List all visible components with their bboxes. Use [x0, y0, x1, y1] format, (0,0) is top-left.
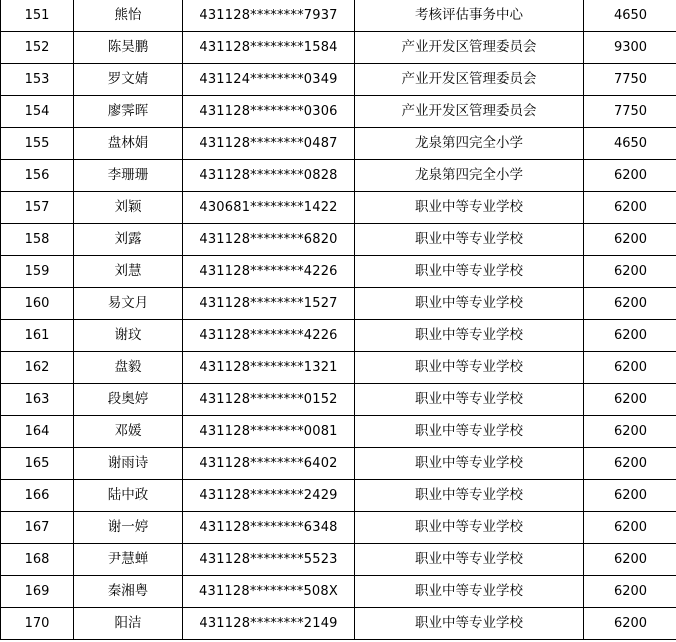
amount-cell[interactable]: 6200 — [584, 480, 676, 512]
organization-cell[interactable]: 产业开发区管理委员会 — [355, 64, 584, 96]
organization-cell[interactable]: 产业开发区管理委员会 — [355, 32, 584, 64]
organization-cell[interactable]: 职业中等专业学校 — [355, 448, 584, 480]
amount-cell[interactable]: 7750 — [584, 96, 676, 128]
name-cell[interactable]: 谢雨诗 — [74, 448, 183, 480]
amount-cell[interactable]: 6200 — [584, 160, 676, 192]
amount-cell[interactable]: 6200 — [584, 544, 676, 576]
amount-cell[interactable]: 4650 — [584, 0, 676, 32]
name-cell[interactable]: 陈昊鹏 — [74, 32, 183, 64]
amount-cell[interactable]: 6200 — [584, 192, 676, 224]
row-number-cell[interactable]: 157 — [1, 192, 74, 224]
id-number-cell[interactable]: 430681********1422 — [183, 192, 355, 224]
row-number-cell[interactable]: 153 — [1, 64, 74, 96]
table-row — [1, 160, 676, 192]
table-row — [1, 416, 676, 448]
amount-cell[interactable]: 6200 — [584, 608, 676, 640]
row-number-cell[interactable]: 165 — [1, 448, 74, 480]
id-number-cell[interactable]: 431128********0828 — [183, 160, 355, 192]
organization-cell[interactable]: 职业中等专业学校 — [355, 480, 584, 512]
table-row — [1, 64, 676, 96]
amount-cell[interactable]: 6200 — [584, 384, 676, 416]
table-row — [1, 480, 676, 512]
id-number-cell[interactable]: 431128********1321 — [183, 352, 355, 384]
table-row — [1, 96, 676, 128]
name-cell[interactable]: 易文月 — [74, 288, 183, 320]
table-row — [1, 320, 676, 352]
id-number-cell[interactable]: 431128********4226 — [183, 320, 355, 352]
organization-cell[interactable]: 职业中等专业学校 — [355, 256, 584, 288]
name-cell[interactable]: 刘慧 — [74, 256, 183, 288]
id-number-cell[interactable]: 431128********2429 — [183, 480, 355, 512]
name-cell[interactable]: 盘毅 — [74, 352, 183, 384]
id-number-cell[interactable]: 431128********0081 — [183, 416, 355, 448]
amount-cell[interactable]: 6200 — [584, 576, 676, 608]
name-cell[interactable]: 盘林娟 — [74, 128, 183, 160]
row-number-cell[interactable]: 158 — [1, 224, 74, 256]
organization-cell[interactable]: 职业中等专业学校 — [355, 384, 584, 416]
id-number-cell[interactable]: 431128********1584 — [183, 32, 355, 64]
amount-cell[interactable]: 6200 — [584, 288, 676, 320]
amount-cell[interactable]: 9300 — [584, 32, 676, 64]
id-number-cell[interactable]: 431128********6348 — [183, 512, 355, 544]
id-number-cell[interactable]: 431128********0152 — [183, 384, 355, 416]
organization-cell[interactable]: 职业中等专业学校 — [355, 608, 584, 640]
table-row — [1, 128, 676, 160]
name-cell[interactable]: 李珊珊 — [74, 160, 183, 192]
organization-cell[interactable]: 职业中等专业学校 — [355, 352, 584, 384]
name-cell[interactable]: 谢玟 — [74, 320, 183, 352]
id-number-cell[interactable]: 431124********0349 — [183, 64, 355, 96]
organization-cell[interactable]: 职业中等专业学校 — [355, 288, 584, 320]
row-number-cell[interactable]: 163 — [1, 384, 74, 416]
name-cell[interactable]: 阳洁 — [74, 608, 183, 640]
id-number-cell[interactable]: 431128********0487 — [183, 128, 355, 160]
organization-cell[interactable]: 产业开发区管理委员会 — [355, 96, 584, 128]
name-cell[interactable]: 刘颖 — [74, 192, 183, 224]
row-number-cell[interactable]: 152 — [1, 32, 74, 64]
name-cell[interactable]: 段奥婷 — [74, 384, 183, 416]
id-number-cell[interactable]: 431128********5523 — [183, 544, 355, 576]
id-number-cell[interactable]: 431128********2149 — [183, 608, 355, 640]
table-row — [1, 384, 676, 416]
row-number-cell[interactable]: 170 — [1, 608, 74, 640]
row-number-cell[interactable]: 159 — [1, 256, 74, 288]
id-number-cell[interactable]: 431128********7937 — [183, 0, 355, 32]
id-number-cell[interactable]: 431128********1527 — [183, 288, 355, 320]
name-cell[interactable]: 罗文婧 — [74, 64, 183, 96]
table-row — [1, 256, 676, 288]
name-cell[interactable]: 廖霁晖 — [74, 96, 183, 128]
amount-cell[interactable]: 6200 — [584, 448, 676, 480]
amount-cell[interactable]: 6200 — [584, 416, 676, 448]
organization-cell[interactable]: 考核评估事务中心 — [355, 0, 584, 32]
row-number-cell[interactable]: 154 — [1, 96, 74, 128]
organization-cell[interactable]: 龙泉第四完全小学 — [355, 160, 584, 192]
amount-cell[interactable]: 6200 — [584, 352, 676, 384]
id-number-cell[interactable]: 431128********0306 — [183, 96, 355, 128]
organization-cell[interactable]: 职业中等专业学校 — [355, 320, 584, 352]
row-number-cell[interactable]: 160 — [1, 288, 74, 320]
row-number-cell[interactable]: 168 — [1, 544, 74, 576]
name-cell[interactable]: 谢一婷 — [74, 512, 183, 544]
amount-cell[interactable]: 7750 — [584, 64, 676, 96]
amount-cell[interactable]: 4650 — [584, 128, 676, 160]
id-number-cell[interactable]: 431128********6820 — [183, 224, 355, 256]
organization-cell[interactable]: 职业中等专业学校 — [355, 512, 584, 544]
organization-cell[interactable]: 职业中等专业学校 — [355, 416, 584, 448]
table-row — [1, 288, 676, 320]
table-row — [1, 608, 676, 640]
table-row — [1, 576, 676, 608]
id-number-cell[interactable]: 431128********508X — [183, 576, 355, 608]
row-number-cell[interactable]: 155 — [1, 128, 74, 160]
organization-cell[interactable]: 职业中等专业学校 — [355, 576, 584, 608]
amount-cell[interactable]: 6200 — [584, 224, 676, 256]
table-row — [1, 512, 676, 544]
table-row — [1, 544, 676, 576]
organization-cell[interactable]: 职业中等专业学校 — [355, 544, 584, 576]
name-cell[interactable]: 熊怡 — [74, 0, 183, 32]
table-row — [1, 224, 676, 256]
row-number-cell[interactable]: 166 — [1, 480, 74, 512]
organization-cell[interactable]: 龙泉第四完全小学 — [355, 128, 584, 160]
table-row — [1, 32, 676, 64]
name-cell[interactable]: 尹慧蝉 — [74, 544, 183, 576]
amount-cell[interactable]: 6200 — [584, 320, 676, 352]
name-cell[interactable]: 秦湘粤 — [74, 576, 183, 608]
table-row — [1, 192, 676, 224]
organization-cell[interactable]: 职业中等专业学校 — [355, 224, 584, 256]
row-number-cell[interactable]: 161 — [1, 320, 74, 352]
amount-cell[interactable]: 6200 — [584, 512, 676, 544]
id-number-cell[interactable]: 431128********4226 — [183, 256, 355, 288]
organization-cell[interactable]: 职业中等专业学校 — [355, 192, 584, 224]
row-number-cell[interactable]: 156 — [1, 160, 74, 192]
table-row — [1, 0, 676, 32]
table-row — [1, 448, 676, 480]
table-body — [1, 0, 676, 640]
id-number-cell[interactable]: 431128********6402 — [183, 448, 355, 480]
row-number-cell[interactable]: 151 — [1, 0, 74, 32]
row-number-cell[interactable]: 167 — [1, 512, 74, 544]
name-cell[interactable]: 邓媛 — [74, 416, 183, 448]
table-row — [1, 352, 676, 384]
name-cell[interactable]: 陆中政 — [74, 480, 183, 512]
row-number-cell[interactable]: 162 — [1, 352, 74, 384]
row-number-cell[interactable]: 164 — [1, 416, 74, 448]
row-number-cell[interactable]: 169 — [1, 576, 74, 608]
name-cell[interactable]: 刘露 — [74, 224, 183, 256]
amount-cell[interactable]: 6200 — [584, 256, 676, 288]
